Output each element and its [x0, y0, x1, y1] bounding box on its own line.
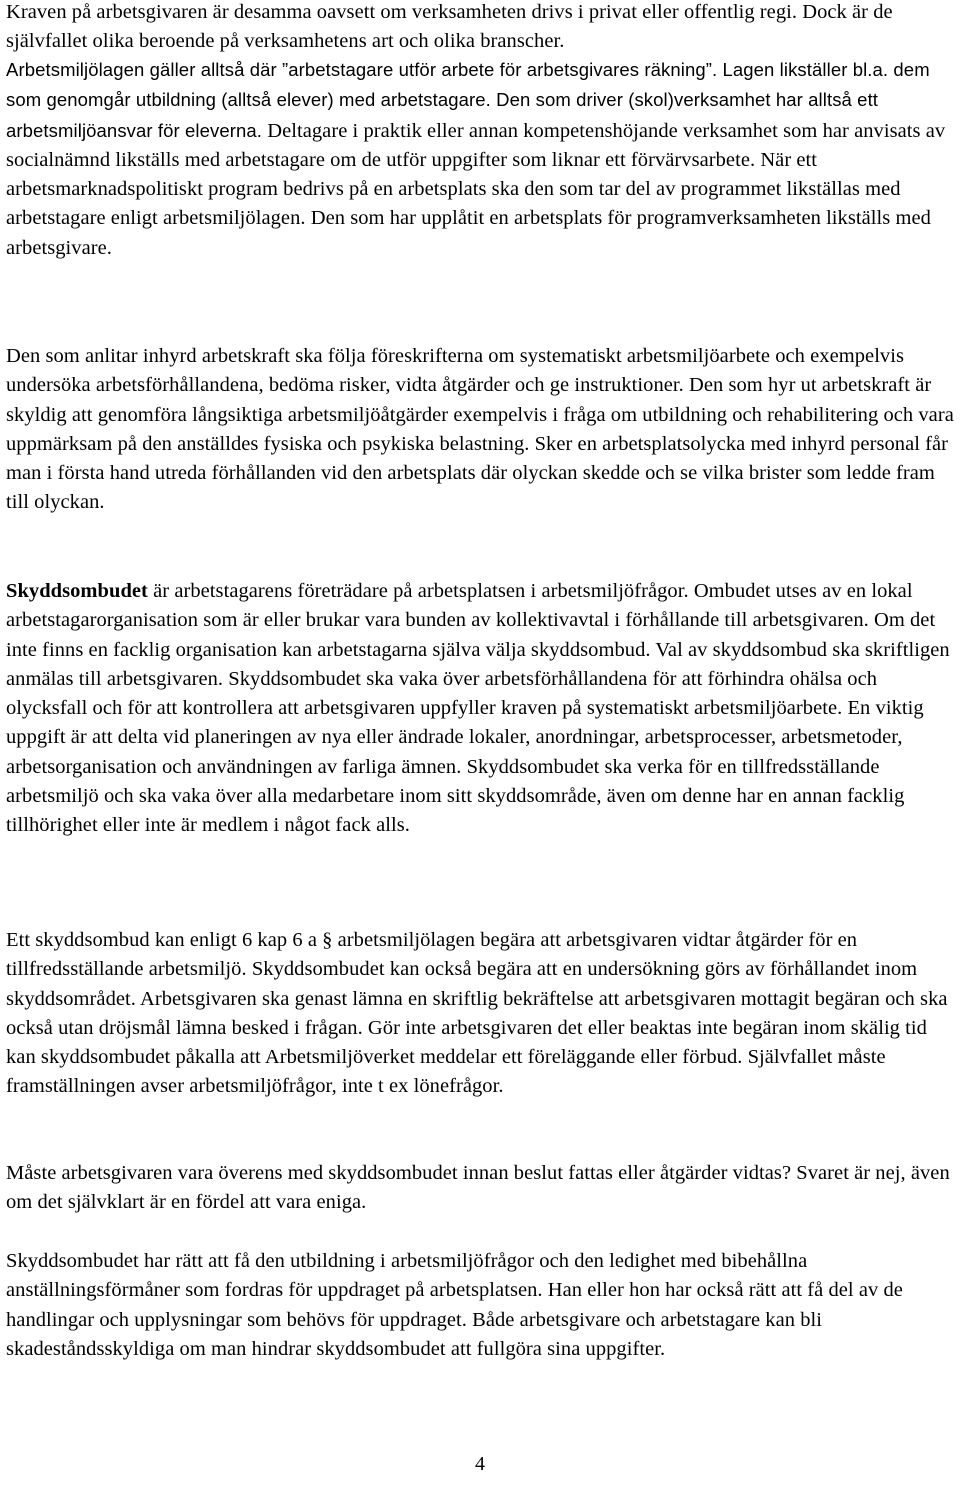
paragraph-scope: Kraven på arbetsgivaren är desamma oavsett om verksamheten drivs i privat eller offentlig regi. Dock är de självfallet olika beroende på verksamhetens art och olika branscher.	[6, 1, 893, 53]
paragraph-safety-representative	[6, 577, 954, 841]
paragraph-agreement-question: Måste arbetsgivaren vara överens med skyddsombudet innan beslut fattas eller åtgärder vidtas? Svaret är nej, även om det självklart är en fördel att vara eniga.	[6, 1162, 950, 1214]
paragraph-safety-representative-body: är arbetstagarens företrädare på arbetsplatsen i arbetsmiljöfrågor. Ombudet utses av en lokal arbetstagarorganisation som är eller brukar vara bunden av kollektivavtal i förhållande till arbetsgivaren. Om det inte finns en facklig organisation kan arbetstagarna själva välja skyddsombud. Val av skyddsombud ska skriftligen anmälas till arbetsgivaren. Skyddsombudet ska vaka över arbetsförhållandena för att förhindra ohälsa och olycksfall och för att kontrollera att arbetsgivaren uppfyller kraven på systematiskt arbetsmiljöarbete. En viktig uppgift är att delta vid planeringen av nya eller ändrade lokaler, anordningar, arbetsprocesser, arbetsmetoder, arbetsorganisation och användningen av farliga ämnen. Skyddsombudet ska verka för en tillfredsställande arbetsmiljö och ska vaka över alla medarbetare inom sitt skyddsområde, även om denne har en annan facklig tillhörighet eller inte är medlem i något fack alls.	[6, 580, 950, 837]
paragraph-request-measures: Ett skyddsombud kan enligt 6 kap 6 a § arbetsmiljölagen begära att arbetsgivaren vidtar åtgärder för en tillfredsställande arbetsmiljö. Skyddsombudet kan också begära att en undersökning görs av förhållandet inom skyddsområdet. Arbetsgivaren ska genast lämna en skriftlig bekräftelse att arbetsgivaren mottagit begäran och ska också utan dröjsmål lämna besked i frågan. Gör inte arbetsgivaren det eller beaktas inte begäran inom skälig tid kan skyddsombudet påkalla att Arbetsmiljöverket meddelar ett föreläggande eller förbud. Självfallet måste framställningen avser arbetsmiljöfrågor, inte t ex lönefrågor.	[6, 929, 948, 1098]
page-number: 4	[475, 1453, 485, 1475]
term-skyddsombudet: Skyddsombudet	[6, 580, 148, 602]
paragraph-rights: Skyddsombudet har rätt att få den utbildning i arbetsmiljöfrågor och den ledighet med bibehållna anställningsförmåner som fordras för uppdraget på arbetsplatsen. Han eller hon har också rätt att få del av de handlingar och upplysningar som behövs för uppdraget. Både arbetsgivare och arbetstagare kan bli skadeståndsskyldiga om man hindrar skyddsombudet att fullgöra sina uppgifter.	[6, 1250, 903, 1360]
paragraph-law-applicability-serif-part: Deltagare i praktik eller annan kompetenshöjande verksamhet som har anvisats av socialnämnd likställs med arbetstagare om de utför uppgifter som liknar ett förvärvsarbete. När ett arbetsmarknadspolitiskt program bedrivs på en arbetsplats ska den som tar del av programmet likställas med arbetstagare enligt arbetsmiljölagen. Den som har upplåtit en arbetsplats för programverksamheten likställs med arbetsgivare.	[6, 119, 946, 259]
paragraph-law-applicability	[6, 55, 954, 263]
paragraph-law-applicability-sans-part: Arbetsmiljölagen gäller alltså där ”arbetstagare utför arbete för arbetsgivares räkning”. Lagen likställer bl.a. dem som genomgår utbildning (alltså elever) med arbetstagare. Den som driver (skol)verksamhet har alltså ett arbetsmiljöansvar för eleverna.	[6, 59, 930, 141]
paragraph-hired-labour: Den som anlitar inhyrd arbetskraft ska följa föreskrifterna om systematiskt arbetsmiljöarbete och exempelvis undersöka arbetsförhållandena, bedöma risker, vidta åtgärder och ge instruktioner. Den som hyr ut arbetskraft är skyldig att genomföra långsiktiga arbetsmiljöåtgärder exempelvis i fråga om utbildning och rehabilitering och vara uppmärksam på den anställdes fysiska och psykiska belastning. Sker en arbetsplatsolycka med inhyrd personal får man i första hand utreda förhållanden vid den arbetsplats där olyckan skedde och se vilka brister som ledde fram till olyckan.	[6, 345, 954, 514]
